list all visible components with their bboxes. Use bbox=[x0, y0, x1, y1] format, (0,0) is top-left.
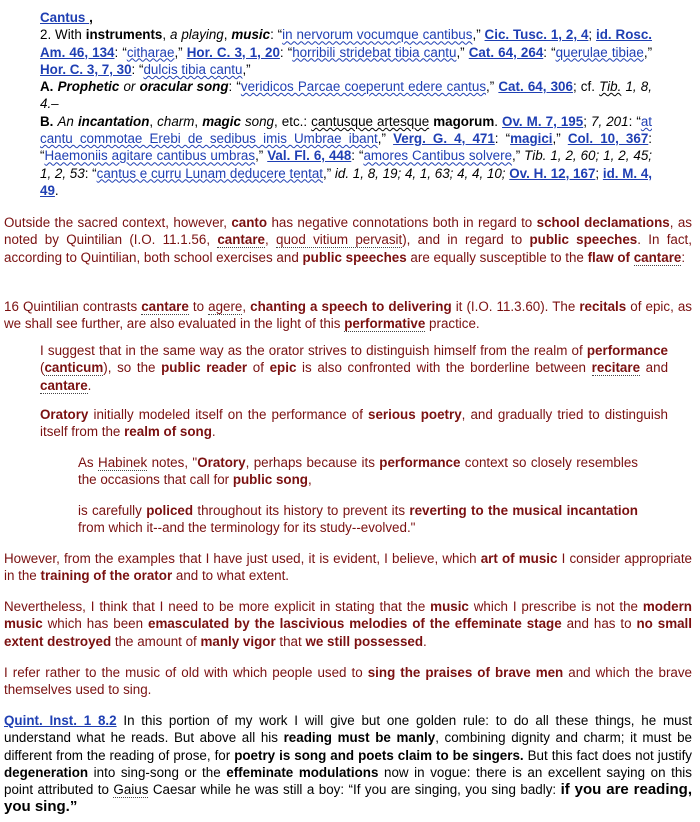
paragraph-6: is carefully policed throughout its history to prevent its reverting to the musical incantation from which it--and the terminology for its study--evolved." bbox=[78, 503, 638, 536]
lexicon-sense-2: 2. With instruments, a playing, music: “in nervorum vocumque cantibus,” Cic. Tusc. 1, 2, 4; id. Rosc. Am. 46, 134: “citharae,” Hor. C. 3, 1, 20: “horribili stridebat tibia cantu,” Cat. 64, 264: “querulae tibiae,” Hor. C. 3, 7, 30: “dulcis tibia cantu,” bbox=[40, 27, 653, 77]
lexicon-sense-b: B. An incantation, charm, magic song, etc.: cantusque artesque magorum. Ov. M. 7, 195; 7, 201: “at cantu commotae Erebi de sedibus imis Umbrae ibant,” Verg. G. 4, 471: “magici,” Col. 10, 367: “Haemoniis agitare cantibus umbras,” Val. Fl. 6, 448: “amores Cantibus solvere,” Tib. 1, 2, 60; 1, 2, 45; 1, 2, 53: “cantus e curru Lunam deducere tentat,” id. 1, 8, 19; 4, 1, 63; 4, 4, 10; Ov. H. 12, 167; id. M. 4, 49. bbox=[40, 113, 653, 198]
paragraph-9: I refer rather to the music of old with which people used to sing the praises of brave men and which the brave themselves used to sing. bbox=[4, 665, 692, 698]
quint-inst-link[interactable]: Quint. Inst. 1 8.2 bbox=[4, 713, 117, 728]
paragraph-10: Quint. Inst. 1 8.2 In this portion of my work I will give but one golden rule: to do all these things, he must understand what he reads. But above all his reading must be manly, combining dignity and charm; it must be different from the reading of prose, for poetry is song and poets claim to be singers. But this fact does not justify degeneration into sing-song or the effeminate modulations now in vogue: there is an excellent saying on this point attributed to Gaius Caesar while he was still a boy: “If you are singing, you sing badly: if you are reading, you sing.” bbox=[4, 713, 692, 816]
paragraph-1: Outside the sacred context, however, canto has negative connotations both in regard to school declamations, as noted by Quintilian (I.O. 11.1.56, cantare, quod vitium pervasit), and in regard to public speeches. In fact, according to Quintilian, both school exercises and public speeches are equally susceptible to the flaw of cantare: bbox=[4, 215, 692, 265]
lexicon-headword[interactable]: Cantus , bbox=[40, 10, 93, 25]
paragraph-5: As Habinek notes, "Oratory, perhaps because its performance context so closely resembles the occasions that call for public song, bbox=[78, 455, 638, 488]
paragraph-8: Nevertheless, I think that I need to be more explicit in stating that the music which I prescribe is not the modern music which has been emasculated by the lascivious melodies of the effeminate stage and has to no small extent destroyed the amount of manly vigor that we still possessed. bbox=[4, 599, 692, 649]
paragraph-2: 16 Quintilian contrasts cantare to agere, chanting a speech to delivering it (I.O. 11.3.60). The recitals of epic, as we shall see further, are also evaluated in the light of this performative practice. bbox=[4, 299, 692, 332]
lexicon-entry bbox=[40, 9, 652, 199]
paragraph-3: I suggest that in the same way as the orator strives to distinguish himself from the realm of performance (canticum), so the public reader of epic is also confronted with the borderline between recitare and cantare. bbox=[40, 343, 669, 393]
lexicon-sense-a: A. Prophetic or oracular song: “veridicos Parcae coeperunt edere cantus,” Cat. 64, 306; cf. Tib. 1, 8, 4.– bbox=[40, 79, 652, 112]
paragraph-7: However, from the examples that I have just used, it is evident, I believe, which art of music I consider appropriate in the training of the orator and to what extent. bbox=[4, 551, 692, 584]
paragraph-4: Oratory initially modeled itself on the performance of serious poetry, and gradually tried to distinguish itself from the realm of song. bbox=[40, 407, 669, 440]
